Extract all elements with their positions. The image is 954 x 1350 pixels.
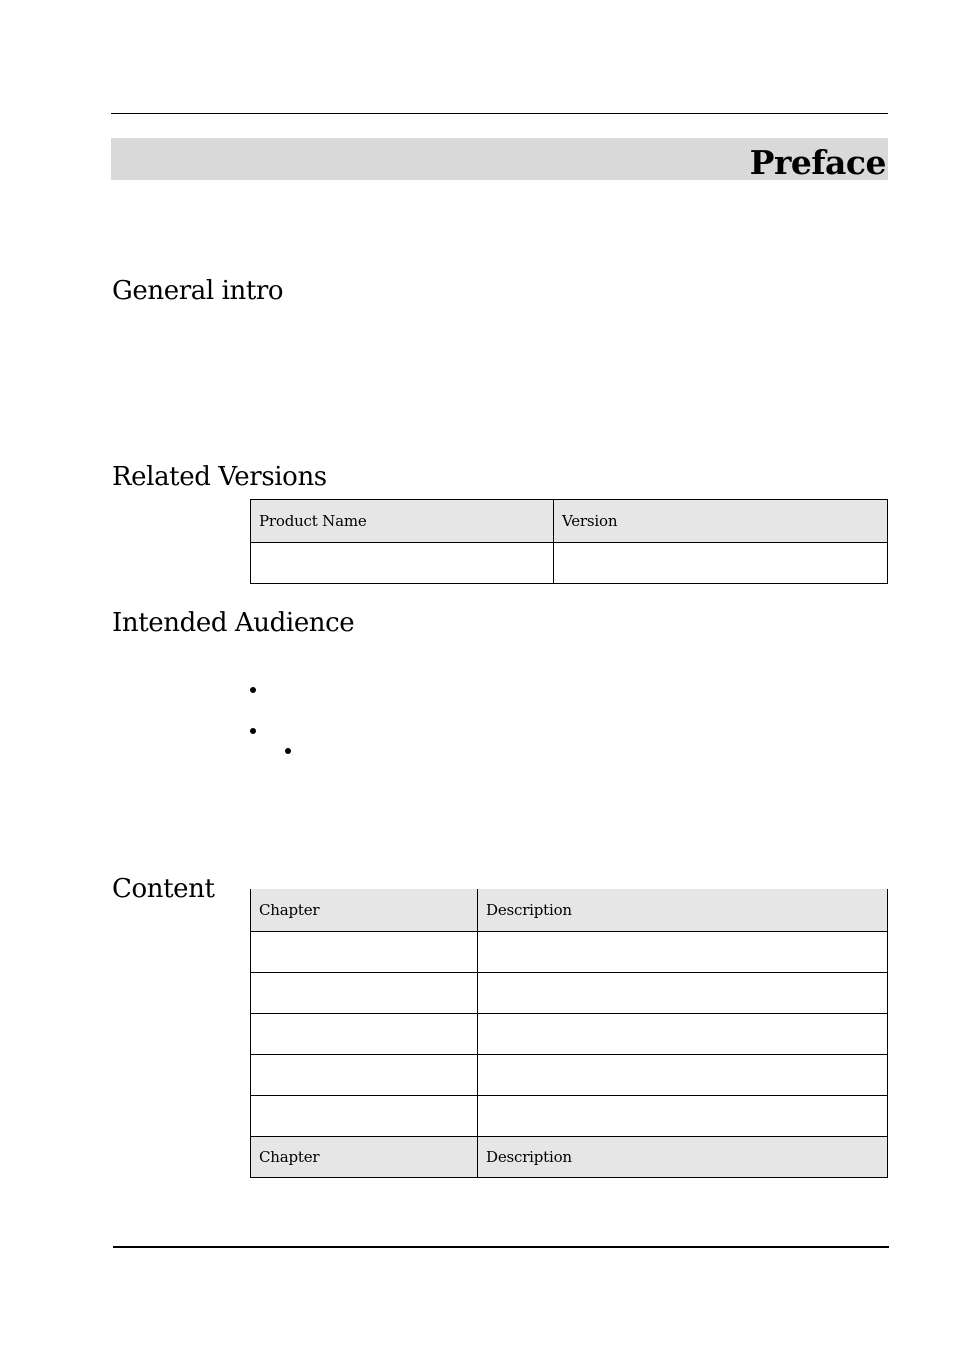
table-footer-row	[251, 1137, 888, 1178]
table-header-row	[251, 500, 888, 543]
header-rule	[111, 113, 888, 114]
bullet-icon	[250, 687, 256, 693]
table-row	[251, 543, 888, 584]
table-row	[251, 973, 888, 1014]
header-chapter: Chapter	[251, 889, 478, 932]
header-version: Version	[554, 500, 888, 543]
footer-rule	[113, 1246, 889, 1248]
table-cell	[251, 973, 478, 1014]
footer-chapter: Chapter	[251, 1137, 478, 1178]
heading-content: Content	[112, 873, 215, 904]
bullet-icon	[250, 728, 256, 734]
heading-intended-audience: Intended Audience	[112, 607, 355, 638]
header-description: Description	[478, 889, 888, 932]
table-row	[251, 1096, 888, 1137]
header-product-name: Product Name	[251, 500, 554, 543]
table-cell	[251, 1096, 478, 1137]
table-cell	[478, 1055, 888, 1096]
footer-description: Description	[478, 1137, 888, 1178]
table-cell	[251, 932, 478, 973]
content-table	[250, 889, 888, 1178]
table-cell	[251, 543, 554, 584]
page-title: Preface	[749, 143, 886, 182]
heading-general-intro: General intro	[112, 275, 284, 306]
table-cell	[478, 1014, 888, 1055]
title-bar	[111, 138, 888, 180]
sub-bullet-icon	[285, 748, 291, 754]
table-cell	[251, 1055, 478, 1096]
table-cell	[478, 1096, 888, 1137]
table-cell	[251, 1014, 478, 1055]
table-row	[251, 1014, 888, 1055]
table-cell	[478, 932, 888, 973]
table-row	[251, 932, 888, 973]
table-row	[251, 1055, 888, 1096]
versions-table	[250, 499, 888, 584]
table-cell	[478, 973, 888, 1014]
table-header-row	[251, 889, 888, 932]
table-cell	[554, 543, 888, 584]
heading-related-versions: Related Versions	[112, 461, 327, 492]
